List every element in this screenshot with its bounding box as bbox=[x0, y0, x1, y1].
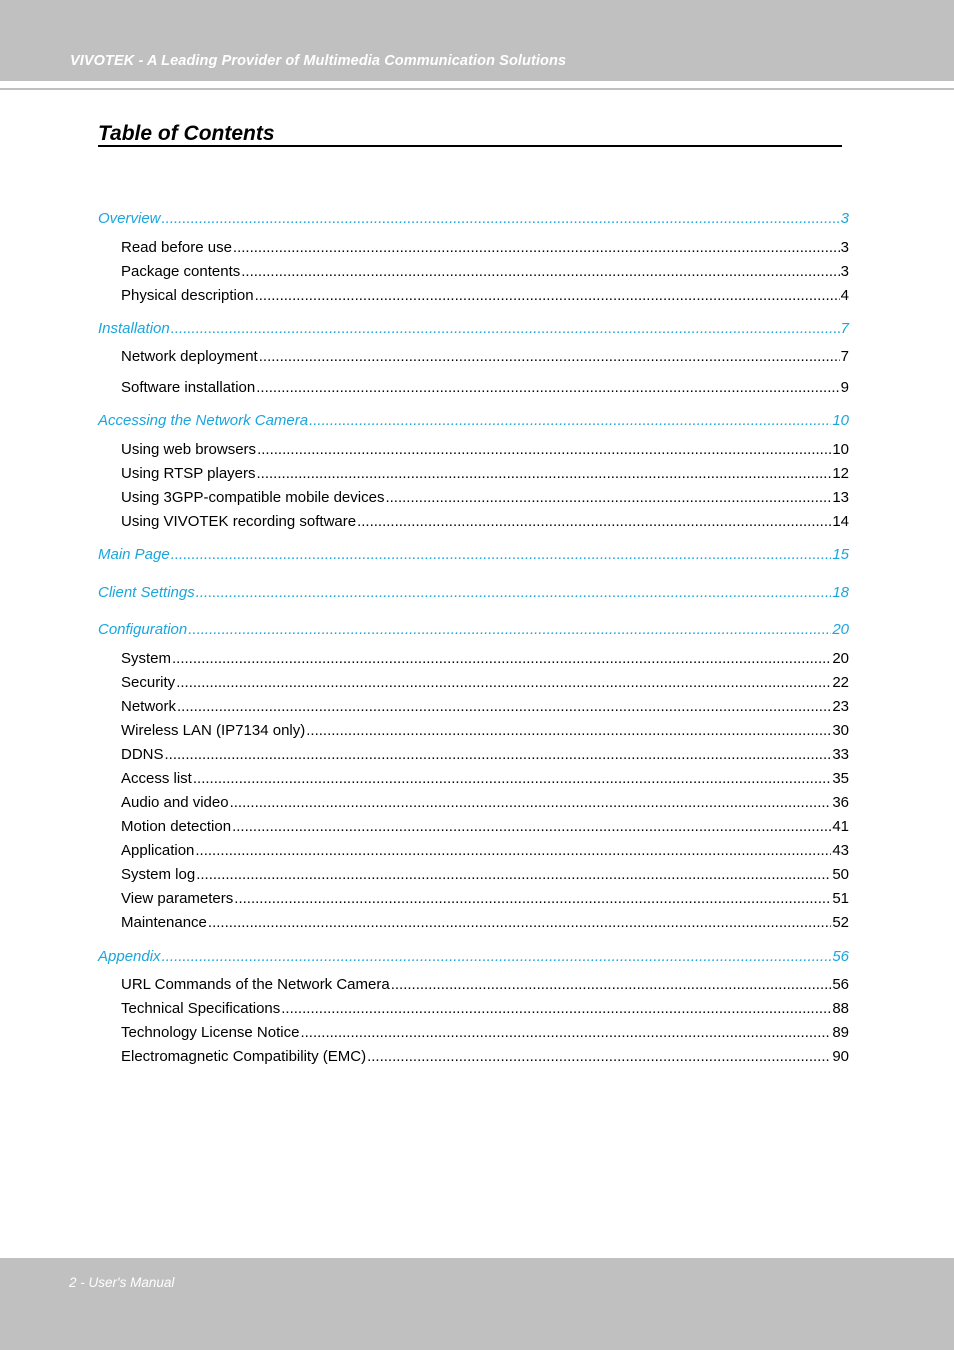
toc-entry-label: System log bbox=[121, 866, 196, 883]
toc-entry-page-number: 7 bbox=[840, 320, 849, 337]
toc-entry-page-number: 15 bbox=[832, 546, 849, 563]
toc-entry-label: Access list bbox=[121, 770, 192, 787]
dot-leader bbox=[162, 948, 832, 966]
toc-item-link[interactable] bbox=[0, 770, 849, 788]
dot-leader bbox=[281, 1000, 831, 1018]
toc-item-link[interactable] bbox=[0, 379, 849, 397]
dot-leader bbox=[171, 320, 840, 338]
toc-item-link[interactable] bbox=[0, 722, 849, 740]
dot-leader bbox=[241, 263, 839, 281]
dot-leader bbox=[256, 379, 839, 397]
dot-leader bbox=[188, 621, 831, 639]
toc-entry-label: Using VIVOTEK recording software bbox=[121, 513, 357, 530]
dot-leader bbox=[176, 674, 831, 692]
footer-band bbox=[0, 1258, 954, 1350]
toc-entry-label: Overview bbox=[98, 210, 161, 227]
dot-leader bbox=[165, 746, 832, 764]
toc-entry-page-number: 9 bbox=[840, 379, 849, 396]
toc-entry-label: Physical description bbox=[121, 287, 254, 304]
dot-leader bbox=[257, 441, 831, 459]
toc-item-link[interactable] bbox=[0, 976, 849, 994]
toc-entry-page-number: 51 bbox=[832, 890, 849, 907]
toc-entry-label: Read before use bbox=[121, 239, 232, 256]
toc-entry-label: Appendix bbox=[98, 948, 161, 965]
toc-section-link[interactable] bbox=[0, 948, 849, 966]
toc-item-link[interactable] bbox=[0, 239, 849, 257]
page-title: Table of Contents bbox=[98, 122, 275, 145]
toc-section-link[interactable] bbox=[0, 584, 849, 602]
dot-leader bbox=[367, 1048, 831, 1066]
toc-entry-page-number: 14 bbox=[832, 513, 849, 530]
toc-section-link[interactable] bbox=[0, 210, 849, 228]
toc-section-link[interactable] bbox=[0, 320, 849, 338]
toc-entry-page-number: 10 bbox=[832, 412, 849, 429]
toc-entry-label: Client Settings bbox=[98, 584, 195, 601]
toc-entry-page-number: 20 bbox=[832, 650, 849, 667]
toc-entry-page-number: 90 bbox=[832, 1048, 849, 1065]
dot-leader bbox=[309, 412, 831, 430]
toc-entry-page-number: 10 bbox=[832, 441, 849, 458]
dot-leader bbox=[259, 348, 840, 366]
dot-leader bbox=[255, 287, 840, 305]
toc-item-link[interactable] bbox=[0, 287, 849, 305]
dot-leader bbox=[234, 890, 831, 908]
toc-entry-label: Motion detection bbox=[121, 818, 232, 835]
dot-leader bbox=[357, 513, 831, 531]
toc-entry-label: Security bbox=[121, 674, 176, 691]
toc-entry-label: Network deployment bbox=[121, 348, 258, 365]
toc-item-link[interactable] bbox=[0, 674, 849, 692]
toc-entry-label: Using web browsers bbox=[121, 441, 257, 458]
toc-entry-page-number: 4 bbox=[840, 287, 849, 304]
toc-item-link[interactable] bbox=[0, 650, 849, 668]
toc-entry-page-number: 13 bbox=[832, 489, 849, 506]
toc-item-link[interactable] bbox=[0, 794, 849, 812]
toc-entry-label: Technical Specifications bbox=[121, 1000, 281, 1017]
toc-item-link[interactable] bbox=[0, 818, 849, 836]
toc-entry-label: View parameters bbox=[121, 890, 234, 907]
dot-leader bbox=[208, 914, 831, 932]
toc-entry-page-number: 43 bbox=[832, 842, 849, 859]
toc-entry-page-number: 56 bbox=[832, 948, 849, 965]
dot-leader bbox=[195, 842, 831, 860]
toc-entry-page-number: 35 bbox=[832, 770, 849, 787]
toc-item-link[interactable] bbox=[0, 842, 849, 860]
toc-entry-page-number: 7 bbox=[840, 348, 849, 365]
toc-entry-page-number: 52 bbox=[832, 914, 849, 931]
dot-leader bbox=[233, 239, 840, 257]
dot-leader bbox=[177, 698, 831, 716]
toc-entry-page-number: 3 bbox=[840, 210, 849, 227]
dot-leader bbox=[391, 976, 832, 994]
toc-item-link[interactable] bbox=[0, 489, 849, 507]
toc-item-link[interactable] bbox=[0, 441, 849, 459]
dot-leader bbox=[196, 584, 832, 602]
toc-entry-label: Main Page bbox=[98, 546, 170, 563]
toc-entry-page-number: 12 bbox=[832, 465, 849, 482]
toc-entry-label: URL Commands of the Network Camera bbox=[121, 976, 390, 993]
toc-entry-label: Accessing the Network Camera bbox=[98, 412, 309, 429]
toc-entry-page-number: 3 bbox=[840, 239, 849, 256]
dot-leader bbox=[171, 546, 832, 564]
toc-entry-label: Network bbox=[121, 698, 177, 715]
dot-leader bbox=[193, 770, 831, 788]
toc-entry-page-number: 23 bbox=[832, 698, 849, 715]
toc-entry-page-number: 22 bbox=[832, 674, 849, 691]
toc-entry-label: Electromagnetic Compatibility (EMC) bbox=[121, 1048, 367, 1065]
dot-leader bbox=[257, 465, 832, 483]
toc-entry-label: Using 3GPP-compatible mobile devices bbox=[121, 489, 385, 506]
toc-entry-label: Technology License Notice bbox=[121, 1024, 300, 1041]
toc-entry-page-number: 30 bbox=[832, 722, 849, 739]
toc-item-link[interactable] bbox=[0, 1048, 849, 1066]
toc-section-link[interactable] bbox=[0, 412, 849, 430]
toc-item-link[interactable] bbox=[0, 866, 849, 884]
toc-entry-label: Package contents bbox=[121, 263, 241, 280]
toc-entry-page-number: 20 bbox=[832, 621, 849, 638]
toc-entry-label: Wireless LAN (IP7134 only) bbox=[121, 722, 306, 739]
toc-item-link[interactable] bbox=[0, 914, 849, 932]
toc-entry-label: System bbox=[121, 650, 172, 667]
toc-entry-page-number: 50 bbox=[832, 866, 849, 883]
dot-leader bbox=[230, 794, 832, 812]
footer-page-label: 2 - User's Manual bbox=[69, 1275, 175, 1290]
toc-section-link[interactable] bbox=[0, 546, 849, 564]
toc-entry-label: DDNS bbox=[121, 746, 164, 763]
toc-item-link[interactable] bbox=[0, 465, 849, 483]
toc-item-link[interactable] bbox=[0, 348, 849, 366]
toc-entry-page-number: 18 bbox=[832, 584, 849, 601]
toc-entry-page-number: 88 bbox=[832, 1000, 849, 1017]
toc-entry-label: Audio and video bbox=[121, 794, 229, 811]
dot-leader bbox=[196, 866, 831, 884]
toc-entry-page-number: 33 bbox=[832, 746, 849, 763]
toc-entry-label: Maintenance bbox=[121, 914, 207, 931]
toc-item-link[interactable] bbox=[0, 890, 849, 908]
dot-leader bbox=[232, 818, 831, 836]
header-title: VIVOTEK - A Leading Provider of Multimedia Communication Solutions bbox=[70, 53, 567, 69]
dot-leader bbox=[162, 210, 840, 228]
toc-entry-page-number: 89 bbox=[832, 1024, 849, 1041]
toc-item-link[interactable] bbox=[0, 698, 849, 716]
toc-item-link[interactable] bbox=[0, 263, 849, 281]
toc-entry-label: Installation bbox=[98, 320, 170, 337]
dot-leader bbox=[300, 1024, 831, 1042]
toc-item-link[interactable] bbox=[0, 513, 849, 531]
toc-item-link[interactable] bbox=[0, 1024, 849, 1042]
dot-leader bbox=[306, 722, 831, 740]
toc-entry-page-number: 3 bbox=[840, 263, 849, 280]
dot-leader bbox=[172, 650, 831, 668]
toc-item-link[interactable] bbox=[0, 746, 849, 764]
dot-leader bbox=[385, 489, 831, 507]
toc-entry-label: Application bbox=[121, 842, 195, 859]
toc-entry-page-number: 41 bbox=[832, 818, 849, 835]
toc-entry-page-number: 56 bbox=[832, 976, 849, 993]
toc-section-link[interactable] bbox=[0, 621, 849, 639]
toc-entry-label: Using RTSP players bbox=[121, 465, 256, 482]
toc-item-link[interactable] bbox=[0, 1000, 849, 1018]
toc-entry-label: Configuration bbox=[98, 621, 188, 638]
toc-entry-label: Software installation bbox=[121, 379, 256, 396]
toc-entry-page-number: 36 bbox=[832, 794, 849, 811]
